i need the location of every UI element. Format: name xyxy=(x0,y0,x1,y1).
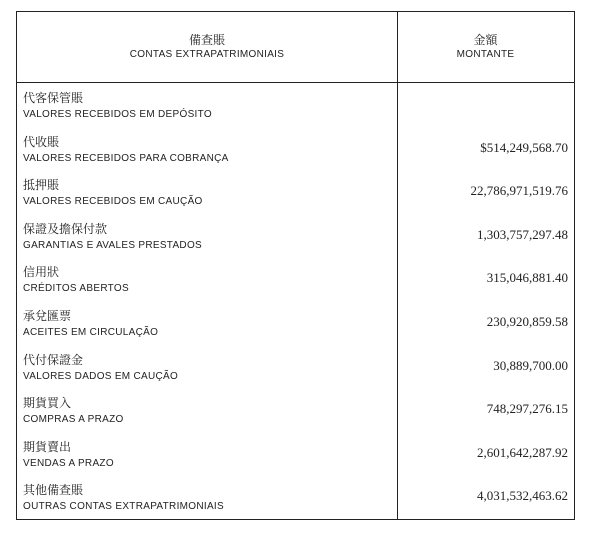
row-label-pt: VALORES RECEBIDOS PARA COBRANÇA xyxy=(23,152,229,164)
row-label-zh: 其他備查賬 xyxy=(23,483,84,498)
row-amount: 1,303,757,297.48 xyxy=(477,226,568,242)
row-amount: 22,786,971,519.76 xyxy=(470,183,568,199)
row-label-zh: 代收賬 xyxy=(23,134,60,149)
row-label-pt: GARANTIAS E AVALES PRESTADOS xyxy=(23,239,203,251)
table-row xyxy=(17,217,574,261)
header-amount xyxy=(397,32,574,62)
row-amount: 748,297,276.15 xyxy=(486,401,568,417)
row-label-zh: 保證及擔保付款 xyxy=(23,221,108,236)
table-row xyxy=(17,260,574,304)
row-label-zh: 承兌匯票 xyxy=(23,308,72,323)
row-label-pt: COMPRAS A PRAZO xyxy=(23,414,124,426)
row-label-pt: VENDAS A PRAZO xyxy=(23,457,114,469)
table-row xyxy=(17,478,574,522)
row-amount: 30,889,700.00 xyxy=(493,357,568,373)
row-label-zh: 抵押賬 xyxy=(23,178,60,193)
table-row xyxy=(17,86,574,130)
row-amount: 4,031,532,463.62 xyxy=(477,488,568,504)
header-amount-pt: MONTANTE xyxy=(456,49,515,60)
row-label-pt: VALORES DADOS EM CAUÇÃO xyxy=(23,370,179,382)
row-label-pt: VALORES RECEBIDOS EM CAUÇÃO xyxy=(23,196,203,208)
row-label-zh: 代付保證金 xyxy=(23,352,84,367)
row-amount: 2,601,642,287.92 xyxy=(477,444,568,460)
row-label-pt: OUTRAS CONTAS EXTRAPATRIMONIAIS xyxy=(23,501,224,513)
table-row xyxy=(17,304,574,348)
row-amount: $514,249,568.70 xyxy=(480,139,568,155)
header-amount-zh: 金額 xyxy=(473,33,498,47)
table-row xyxy=(17,130,574,174)
table-row xyxy=(17,391,574,435)
table-body xyxy=(17,86,574,522)
header-accounts-zh: 備查賬 xyxy=(188,33,225,47)
row-label-pt: ACEITES EM CIRCULAÇÃO xyxy=(23,326,159,338)
row-label-pt: CRÉDITOS ABERTOS xyxy=(23,283,129,295)
row-label-zh: 期貨買入 xyxy=(23,396,72,411)
row-label-pt: VALORES RECEBIDOS EM DEPÓSITO xyxy=(23,109,212,120)
table-row xyxy=(17,435,574,479)
table-row xyxy=(17,348,574,392)
row-label-zh: 代客保管賬 xyxy=(23,91,84,105)
row-label-zh: 信用狀 xyxy=(23,265,60,280)
header-divider xyxy=(17,82,574,83)
row-label-zh: 期貨賣出 xyxy=(23,439,72,454)
header-accounts-pt: CONTAS EXTRAPATRIMONIAIS xyxy=(129,49,285,60)
off-balance-sheet-table xyxy=(16,11,575,520)
row-amount: 230,920,859.58 xyxy=(486,313,568,329)
header-accounts xyxy=(17,32,397,62)
row-amount: 315,046,881.40 xyxy=(486,270,568,286)
table-row xyxy=(17,173,574,217)
